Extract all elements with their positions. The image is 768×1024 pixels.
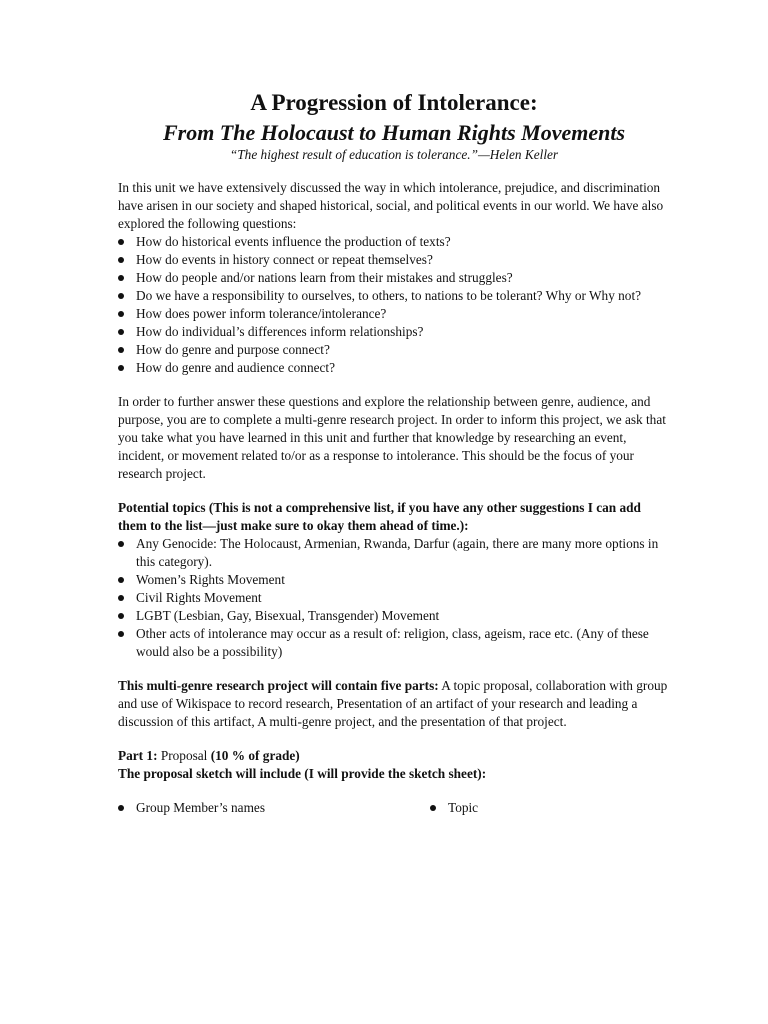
topics-list [118, 535, 670, 661]
list-item: How do genre and audience connect? [118, 359, 670, 377]
list-item: Group Member’s names [118, 799, 265, 817]
list-item: Topic [430, 799, 478, 817]
list-item: How does power inform tolerance/intolerance? [118, 305, 670, 323]
part1-grade: (10 % of grade) [210, 748, 300, 763]
part1-name: Proposal [157, 748, 211, 763]
sketch-items [118, 799, 670, 817]
list-item: How do events in history connect or repeat themselves? [118, 251, 670, 269]
document-content [118, 90, 670, 817]
part1-heading [118, 747, 670, 765]
parts-paragraph [118, 677, 670, 731]
list-item: How do historical events influence the production of texts? [118, 233, 670, 251]
list-item: Other acts of intolerance may occur as a result of: religion, class, ageism, race etc. (Any of these would also be a possibility) [118, 625, 670, 661]
sketch-heading: The proposal sketch will include (I will provide the sketch sheet): [118, 766, 487, 781]
parts-lead: This multi-genre research project will contain five parts: [118, 678, 439, 693]
list-item: Any Genocide: The Holocaust, Armenian, Rwanda, Darfur (again, there are many more options in this category). [118, 535, 670, 571]
document-title: A Progression of Intolerance: [250, 90, 538, 115]
list-item: Women’s Rights Movement [118, 571, 670, 589]
topics-heading: Potential topics (This is not a comprehensive list, if you have any other suggestions I can add them to the list—just make sure to okay them ahead of time.): [118, 500, 641, 533]
epigraph-quote: “The highest result of education is tolerance.”—Helen Keller [229, 147, 559, 162]
list-item: How do genre and purpose connect? [118, 341, 670, 359]
questions-list [118, 233, 670, 377]
list-item: LGBT (Lesbian, Gay, Bisexual, Transgender) Movement [118, 607, 670, 625]
intro-paragraph: In this unit we have extensively discussed the way in which intolerance, prejudice, and discrimination have arisen in our society and shaped historical, social, and political events in our world. We have also explored the following questions: [118, 180, 664, 231]
document-subtitle: From The Holocaust to Human Rights Movements [162, 120, 626, 145]
list-item: How do individual’s differences inform relationships? [118, 323, 670, 341]
list-item: Civil Rights Movement [118, 589, 670, 607]
part1-label: Part 1: [118, 748, 158, 763]
parts-text: A topic proposal, collaboration with group and use of Wikispace to record research, Presentation of an artifact of your research and leading a discussion of this artifact, A multi-genre project, and the presentation of that project. [118, 678, 668, 729]
research-paragraph: In order to further answer these questions and explore the relationship between genre, audience, and purpose, you are to complete a multi-genre research project. In order to inform this project, we ask that you take what you have learned in this unit and further that knowledge by researching an event, incident, or movement related to/or as a response to intolerance. This should be the focus of your research project. [118, 394, 666, 481]
list-item: How do people and/or nations learn from their mistakes and struggles? [118, 269, 670, 287]
list-item: Do we have a responsibility to ourselves, to others, to nations to be tolerant? Why or Why not? [118, 287, 670, 305]
